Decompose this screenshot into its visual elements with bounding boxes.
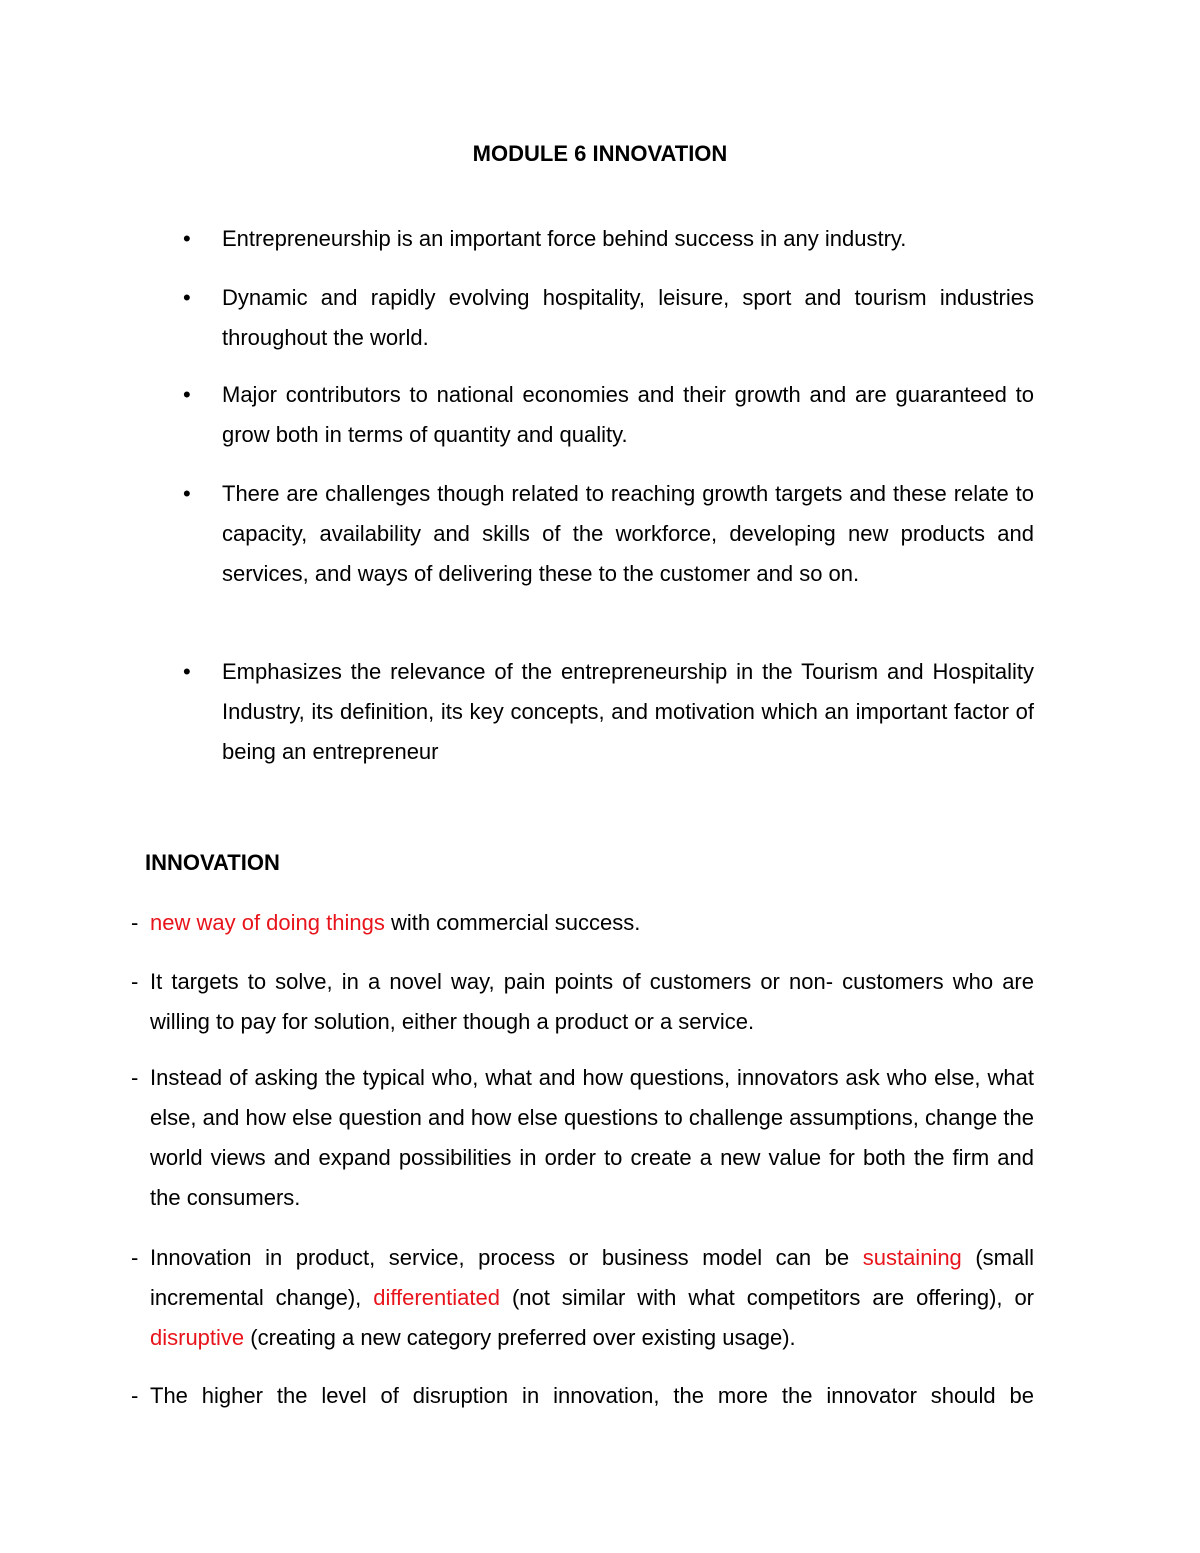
bullet-text: Entrepreneurship is an important force behind success in any industry. [222,226,907,251]
highlight-text: new way of doing things [150,910,385,935]
bullet-mark: • [183,382,191,407]
text-part: (creating a new category preferred over existing usage). [244,1325,796,1350]
dash-mark: - [131,910,139,935]
page-title: MODULE 6 INNOVATION [472,141,728,166]
bullet-mark: • [183,659,191,684]
highlight-disruptive: disruptive [150,1325,245,1350]
list-item-text: The higher the level of disruption in innovation, the more the innovator should be [150,1383,1034,1408]
section-heading: INNOVATION [145,850,280,875]
list-item-text-rest: with commercial success. [384,910,641,935]
list-item-text [150,903,1034,943]
bullet-text: Major contributors to national economies and their growth and are guaranteed to grow both in terms of quantity and quality. [222,382,1034,447]
list-item-text: Instead of asking the typical who, what and how questions, innovators ask who else, what else, and how else question and how else questions to challenge assumptions, change the world views and expand possibilities in order to create a new value for both the firm and the consumers. [150,1065,1034,1210]
list-item-text: It targets to solve, in a novel way, pain points of customers or non- customers who are willing to pay for solution, either though a product or a service. [150,969,1034,1034]
text-part: (small incremental change), [150,1245,1035,1310]
highlight-differentiated: differentiated [373,1285,501,1310]
text-part: (not similar with what competitors are offering), or [500,1285,1035,1310]
dash-mark: - [131,969,139,994]
dash-mark: - [131,1245,139,1270]
bullet-mark: • [183,285,191,310]
bullet-mark: • [183,226,191,251]
list-item-text [150,1238,1034,1358]
highlight-sustaining: sustaining [862,1245,962,1270]
bullet-mark: • [183,481,191,506]
dash-mark: - [131,1383,139,1408]
bullet-text: There are challenges though related to reaching growth targets and these relate to capacity, availability and skills of the workforce, developing new products and services, and ways of delivering these to the customer and so on. [222,481,1034,586]
bullet-text: Dynamic and rapidly evolving hospitality, leisure, sport and tourism industries throughout the world. [222,285,1034,350]
bullet-text: Emphasizes the relevance of the entrepreneurship in the Tourism and Hospitality Industry, its definition, its key concepts, and motivation which an important factor of being an entrepreneur [222,659,1034,764]
text-part: Innovation in product, service, process or business model can be [150,1245,863,1270]
dash-mark: - [131,1065,139,1090]
